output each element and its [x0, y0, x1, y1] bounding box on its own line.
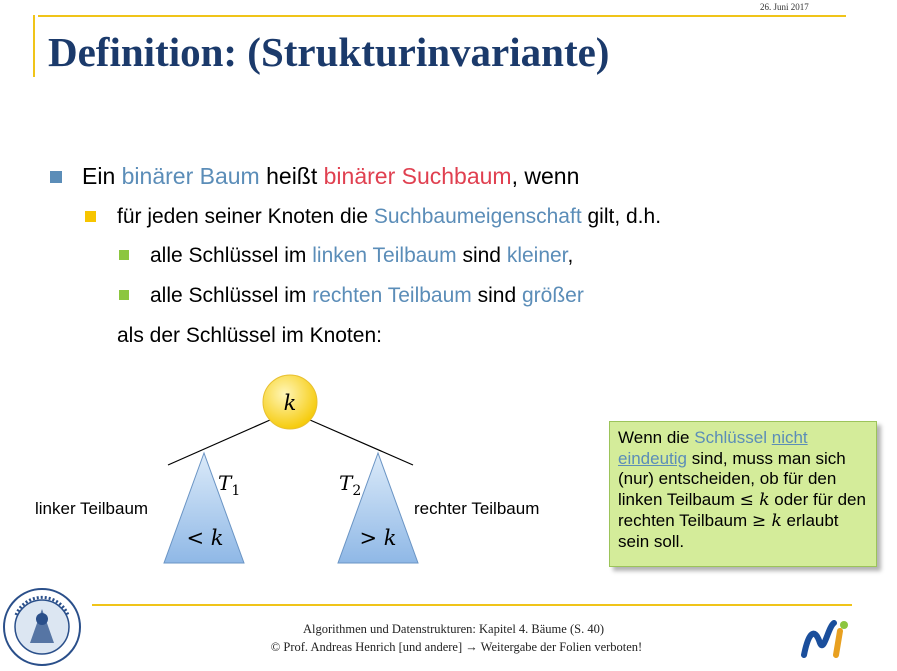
footer-line-2: © Prof. Andreas Henrich [und andere] → Weitergabe der Folien verboten! — [270, 640, 643, 654]
bottom-accent-rule — [92, 604, 852, 606]
root-key: k — [283, 391, 297, 415]
slide-date: 26. Juni 2017 — [760, 2, 809, 12]
note-text: Wenn die — [618, 428, 695, 447]
term-larger: größer — [521, 284, 584, 307]
note-term-keys: Schlüssel — [694, 428, 767, 447]
bullet-text: heißt — [259, 163, 324, 189]
edge-right — [310, 420, 413, 465]
note-text: erlaubt sein soll. — [618, 510, 839, 551]
note-math-ge: ≥ k — [751, 510, 782, 531]
slide-title: Definition: (Strukturinvariante) — [48, 29, 610, 75]
edge-left — [168, 420, 270, 465]
bullet-text: , wenn — [511, 163, 580, 189]
right-subtree-condition: > k — [359, 526, 397, 550]
bullet-text: gilt, d.h. — [581, 205, 662, 228]
term-binary-search-tree: binärer Suchbaum — [323, 163, 512, 189]
continuation-text: als der Schlüssel im Knoten: — [117, 324, 382, 347]
note-term-not-unique: nicht eindeutig — [618, 428, 808, 468]
left-subtree-label: linker Teilbaum — [35, 499, 149, 518]
note-math-le: ≤ k — [739, 490, 770, 511]
right-subtree-name: $T_2$ — [339, 471, 362, 499]
left-subtree-condition: < k — [186, 526, 224, 550]
footer-line-1: Algorithmen und Datenstrukturen: Kapitel 4. Bäume (S. 40) — [303, 622, 604, 636]
term-left-subtree: linken Teilbaum — [312, 244, 457, 267]
term-smaller: kleiner — [506, 244, 568, 267]
note-text: sind, muss man sich (nur) entscheiden, ob für den linken Teilbaum — [618, 448, 846, 510]
note-box — [609, 421, 877, 567]
bullet-text: Ein — [82, 163, 122, 189]
bullet-text: sind — [456, 244, 507, 267]
bullet-text: sind — [471, 284, 522, 307]
term-binary-tree: binärer Baum — [121, 163, 260, 189]
bullet-text: für jeden seiner Knoten die — [117, 205, 374, 228]
term-right-subtree: rechten Teilbaum — [312, 284, 472, 307]
bullet-text: alle Schlüssel im — [150, 284, 313, 307]
bullet-text: , — [567, 244, 574, 267]
note-text: oder für den rechten Teilbaum — [618, 490, 866, 530]
term-search-tree-property: Suchbaumeigenschaft — [373, 205, 582, 228]
right-subtree-label: rechter Teilbaum — [414, 499, 540, 518]
left-subtree-name: $T_1$ — [218, 471, 241, 499]
bullet-text: alle Schlüssel im — [150, 244, 313, 267]
